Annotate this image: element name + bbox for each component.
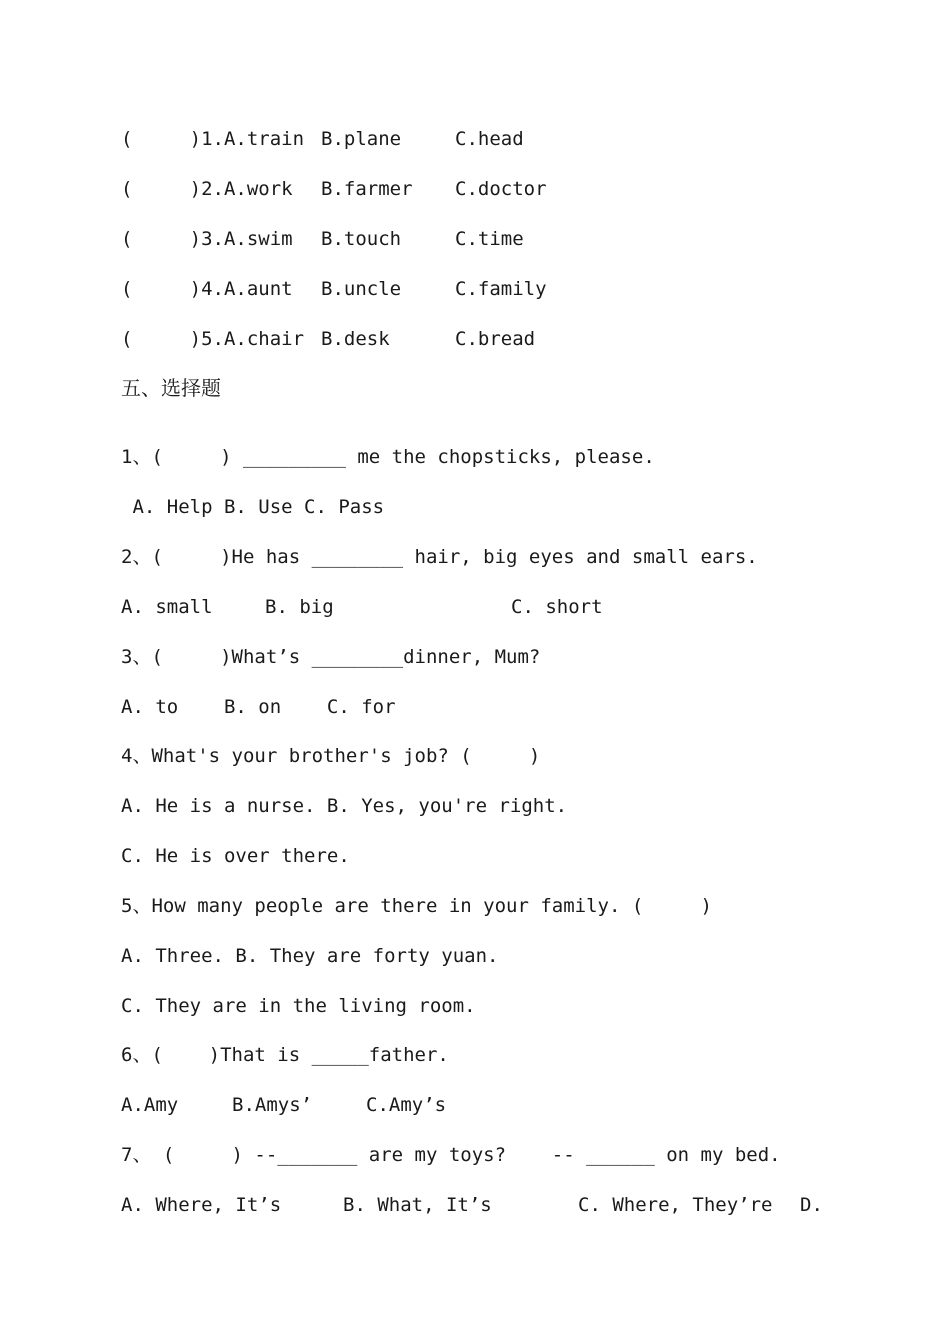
part4-row-4-b: B.uncle [321,278,402,300]
question-7: 7、 ( ) --_______ are my toys? -- ______ on my bed. [121,1144,781,1166]
question-2-option-a: A. small [121,596,213,618]
part4-row-2 [121,176,547,202]
part4-row-3-c: C.time [455,228,524,250]
part4-row-4 [121,276,547,302]
part4-row-2-c: C.doctor [455,178,547,200]
part4-row-5-a: ( )5.A.chair [121,328,305,350]
question-6-options [121,1092,447,1118]
question-1-options: A. Help B. Use C. Pass [121,496,385,518]
question-4-options-line-1: A. He is a nurse. B. Yes, you're right. [121,795,568,817]
part4-row-2-a: ( )2.A.work [121,178,293,200]
part4-row-5 [121,326,536,352]
question-5-options-line-1: A. Three. B. They are forty yuan. [121,945,499,967]
part4-row-4-c: C.family [455,278,547,300]
part4-row-3-b: B.touch [321,228,402,250]
question-5: 5、How many people are there in your family. ( ) [121,895,712,917]
part4-row-5-c: C.bread [455,328,536,350]
part4-row-2-b: B.farmer [321,178,413,200]
question-2-options [121,594,603,620]
question-3: 3、( )What’s ________dinner, Mum? [121,646,541,668]
part4-row-3-a: ( )3.A.swim [121,228,293,250]
question-7-option-c: C. Where, They’re [578,1194,773,1216]
part4-row-1-b: B.plane [321,128,402,150]
question-7-options [121,1192,823,1218]
question-4-options-line-2: C. He is over there. [121,845,350,867]
question-6-option-a: A.Amy [121,1094,179,1116]
question-2: 2、( )He has ________ hair, big eyes and small ears. [121,546,758,568]
question-2-option-b: B. big [265,596,334,618]
question-3-options: A. to B. on C. for [121,696,396,718]
part4-row-5-b: B.desk [321,328,390,350]
question-1: 1、( ) _________ me the chopsticks, please. [121,446,655,468]
part4-row-3 [121,226,524,252]
part4-row-4-a: ( )4.A.aunt [121,278,293,300]
question-5-options-line-2: C. They are in the living room. [121,995,476,1017]
part4-row-1 [121,126,524,152]
part4-row-1-a: ( )1.A.train [121,128,305,150]
question-6-option-b: B.Amys’ [232,1094,313,1116]
section-5-heading: 五、选择题 [121,376,221,400]
question-6: 6、( )That is _____father. [121,1044,449,1066]
part4-row-1-c: C.head [455,128,524,150]
question-4: 4、What's your brother's job? ( ) [121,745,541,767]
question-7-option-d: D. [800,1194,823,1216]
question-6-option-c: C.Amy’s [366,1094,447,1116]
question-7-option-b: B. What, It’s [343,1194,492,1216]
question-7-option-a: A. Where, It’s [121,1194,282,1216]
question-2-option-c: C. short [511,596,603,618]
